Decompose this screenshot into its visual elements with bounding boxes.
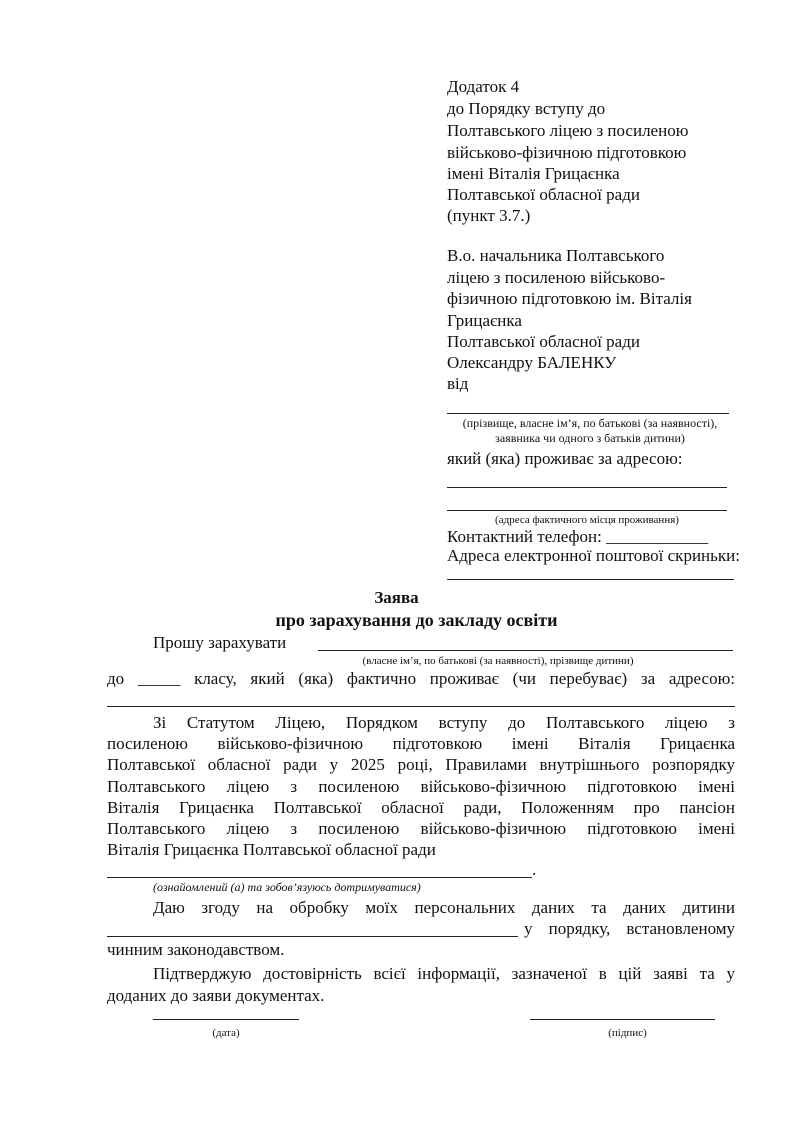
addressee-line: Олександру БАЛЕНКУ xyxy=(447,353,617,372)
appendix-line: (пункт 3.7.) xyxy=(447,206,531,225)
acquainted-signature-line[interactable] xyxy=(107,877,532,878)
statute-line: Віталія Грицаєнка Полтавської обласної ради, Положенням про пансіон xyxy=(107,798,735,817)
statute-line: Зі Статутом Ліцею, Порядком вступу до Полтавського ліцею з xyxy=(153,713,735,732)
address-label: який (яка) проживає за адресою: xyxy=(447,449,683,468)
sender-name-hint: (прізвище, власне ім’я, по батькові (за наявності), xyxy=(462,416,718,430)
addressee-line: Полтавської обласної ради xyxy=(447,332,640,351)
sender-name-line[interactable] xyxy=(447,413,729,414)
address-line[interactable] xyxy=(447,487,727,488)
appendix-line: Додаток 4 xyxy=(447,77,520,96)
email-line[interactable] xyxy=(447,579,734,580)
addressee-line: від xyxy=(447,374,469,393)
consent-child-line[interactable] xyxy=(107,936,518,937)
consent-line: у порядку, встановленому xyxy=(524,919,735,938)
statute-line: Полтавської обласної ради у 2025 році, Правилами внутрішнього розпорядку xyxy=(107,755,735,774)
document-subtitle: про зарахування до закладу освіти xyxy=(275,610,558,630)
appendix-line: імені Віталія Грицаєнка xyxy=(447,164,620,183)
request-label: Прошу зарахувати xyxy=(153,633,287,652)
statute-line: Віталія Грицаєнка Полтавської обласної ради xyxy=(107,840,436,859)
statute-line: посиленою військово-фізичною підготовкою імені Віталія Грицаєнка xyxy=(107,734,735,753)
addressee-line: фізичною підготовкою ім. Віталія xyxy=(447,289,692,308)
date-line[interactable] xyxy=(153,1019,299,1020)
consent-line: Даю згоду на обробку моїх персональних даних та даних дитини xyxy=(153,898,735,917)
addressee-line: Грицаєнка xyxy=(447,311,522,330)
signature-label: (підпис) xyxy=(608,1027,647,1039)
signature-line[interactable] xyxy=(530,1019,715,1020)
child-name-hint: (власне ім’я, по батькові (за наявності), прізвище дитини) xyxy=(362,655,634,667)
appendix-line: Полтавського ліцею з посиленою xyxy=(447,121,689,140)
appendix-line: до Порядку вступу до xyxy=(447,99,606,118)
addressee-line: В.о. начальника Полтавського xyxy=(447,246,665,265)
sender-name-hint: заявника чи одного з батьків дитини) xyxy=(495,431,685,445)
address-hint: (адреса фактичного місця проживання) xyxy=(495,514,679,526)
email-label: Адреса електронної поштової скриньки: xyxy=(447,546,740,565)
appendix-line: військово-фізичною підготовкою xyxy=(447,143,687,162)
address-line[interactable] xyxy=(447,510,727,511)
confirm-line: доданих до заяви документах. xyxy=(107,986,325,1005)
child-name-line[interactable] xyxy=(318,650,733,651)
consent-line: чинним законодавством. xyxy=(107,940,285,959)
confirm-line: Підтверджую достовірність всієї інформації, зазначеної в цій заяві та у xyxy=(153,964,735,983)
appendix-line: Полтавської обласної ради xyxy=(447,185,640,204)
acquainted-hint: (ознайомлений (а) та зобов’язуюсь дотримуватися) xyxy=(153,880,421,894)
phone-field[interactable]: Контактний телефон: ____________ xyxy=(447,527,709,546)
class-line: до _____ класу, який (яка) фактично проживає (чи перебуває) за адресою: xyxy=(107,669,735,688)
statute-line: Полтавського ліцею з посиленою військово-фізичною підготовкою імені xyxy=(107,777,735,796)
acquainted-dot: . xyxy=(532,860,537,879)
child-address-line[interactable] xyxy=(107,706,735,707)
document-title: Заява xyxy=(374,588,419,607)
addressee-line: ліцею з посиленою військово- xyxy=(447,268,666,287)
date-label: (дата) xyxy=(212,1027,240,1039)
statute-line: Полтавського ліцею з посиленою військово-фізичною підготовкою імені xyxy=(107,819,735,838)
